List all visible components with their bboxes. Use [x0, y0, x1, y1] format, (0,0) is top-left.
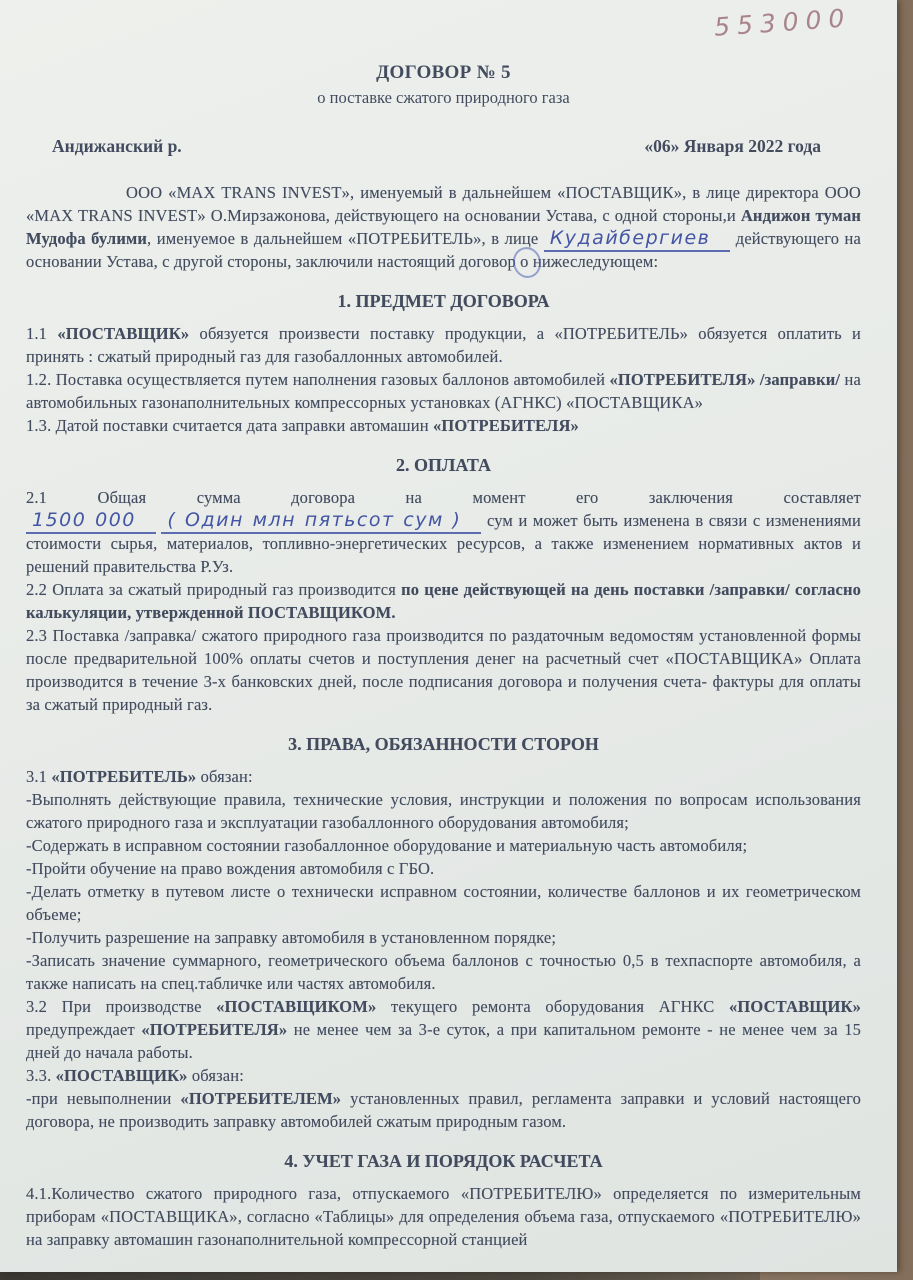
paragraph — [26, 926, 861, 949]
desk-edge-shadow — [0, 1271, 760, 1280]
text-run: «ПОСТАВЩИК» — [57, 324, 190, 343]
section-heading: 3. ПРАВА, ОБЯЗАННОСТИ СТОРОН — [288, 734, 599, 754]
text-run: 1.3. Датой поставки считается дата заправки автомашин — [26, 416, 433, 435]
text-run: -при невыполнении — [26, 1089, 181, 1108]
paragraph — [26, 765, 861, 788]
text-run: о — [520, 252, 529, 271]
paragraph — [26, 834, 861, 857]
text-run: по цене действующей на день поставки /заправки/ согласно калькуляции, утвержденной ПОСТАВЩИКОМ. — [26, 580, 861, 622]
handwritten-text: ( Один млн пятьсот сум ) — [161, 509, 481, 534]
text-run: обязуется произвести поставку продукции, а «ПОТРЕБИТЕЛЬ» обязуется оплатить и принять : сжатый природный газ для газобаллонных автомобилей. — [26, 324, 861, 366]
paragraph — [26, 1087, 861, 1133]
text-run: -Содержать в исправном состоянии газобаллонное оборудование и материальную часть автомобиля; — [26, 836, 748, 855]
text-run: /заправки/ — [759, 370, 841, 389]
paragraph — [26, 949, 861, 995]
text-run: 3.1 — [26, 767, 52, 786]
text-run: «ПОСТАВЩИК» — [729, 997, 861, 1016]
text-run: установленных правил, регламента заправки и условий настоящего договора, не производить заправку автомобилей сжатым природным газом. — [26, 1089, 861, 1131]
text-run: «ПОТРЕБИТЕЛЯ» — [141, 1020, 288, 1039]
text-run: «ПОСТАВЩИК» — [55, 1066, 188, 1085]
text-run: предупреждает — [26, 1020, 142, 1039]
section-heading: 4. УЧЕТ ГАЗА И ПОРЯДОК РАСЧЕТА — [284, 1151, 603, 1171]
text-run: -Делать отметку в путевом листе о технически исправном состоянии, количестве баллонов и их геометрическом объеме; — [26, 882, 861, 924]
text-run: обязан: — [187, 1066, 244, 1085]
section-heading: 2. ОПЛАТА — [396, 455, 491, 475]
handwritten-text: 1500 000 — [26, 509, 156, 534]
text-run: «ПОТРЕБИТЕЛЬ» — [51, 767, 197, 786]
handwritten-text: Кудайбергиев — [544, 227, 731, 252]
text-run: обязан: — [196, 767, 253, 786]
document-date: «06» Января 2022 года — [644, 136, 821, 156]
section-heading: 1. ПРЕДМЕТ ДОГОВОРА — [337, 291, 550, 311]
text-run: не менее чем за 3-е суток, а при капитальном ремонте - не менее чем за 15 дней до начала работы. — [26, 1020, 861, 1062]
paragraph — [26, 322, 861, 368]
paragraph — [26, 578, 861, 624]
text-run: -Получить разрешение на заправку автомобиля в установленном порядке; — [26, 928, 557, 947]
paragraph — [26, 995, 861, 1064]
paragraph — [26, 857, 861, 880]
paragraph — [26, 486, 861, 578]
paragraph — [26, 1064, 861, 1087]
paragraph — [26, 368, 861, 414]
text-run: 1.1 — [26, 324, 58, 343]
text-run: -Записать значение суммарного, геометрического объема баллонов с точностью 0,5 в техпаспорте автомобиля, а также написать на спец.табличке или частях автомобиля. — [26, 951, 861, 993]
document-subtitle: о поставке сжатого природного газа — [317, 88, 570, 107]
text-run: 1.2. Поставка осуществляется путем наполнения газовых баллонов автомобилей — [26, 370, 610, 389]
document-body — [26, 181, 861, 1251]
paragraph — [26, 880, 861, 926]
place-date-row — [26, 136, 861, 157]
text-run: 3.3. — [26, 1066, 56, 1085]
text-run: 2.3 Поставка /заправка/ сжатого природного газа производится по раздаточным ведомостям установленной формы после предварительной 100% оплаты счетов и поступления денег на расчетный счет «ПОСТАВЩИКА» Оплата производится в течение 3-х банковских дней, после подписания договора и получения счета- фактуры для оплаты за сжатый природный газ. — [26, 626, 861, 714]
text-run: , именуемое в дальнейшем «ПОТРЕБИТЕЛЬ», в лице — [147, 229, 544, 248]
handwritten-number-annotation: 553000 — [712, 3, 852, 42]
paragraph — [26, 414, 861, 437]
text-run: на автомобильных газонаполнительных компрессорных установках (АГНКС) «ПОСТАВЩИКА» — [26, 370, 862, 412]
text-run: 4.1.Количество сжатого природного газа, отпускаемого «ПОТРЕБИТЕЛЮ» определяется по измерительным приборам «ПОСТАВЩИКА», согласно «Таблицы» для определения объема газа, отпускаемого «ПОТРЕБИТЕЛЮ» на заправку автомашин газонаполнительной компрессорной станцией — [26, 1184, 861, 1249]
text-run: 2.1 Общая сумма договора на момент его заключения составляет — [26, 488, 861, 507]
text-run: «ПОТРЕБИТЕЛЯ» — [609, 370, 756, 389]
text-run: -Пройти обучение на право вождения автомобиля с ГБО. — [26, 859, 435, 878]
text-run: «ПОТРЕБИТЕЛЯ» — [432, 416, 579, 435]
paragraph — [26, 181, 861, 273]
text-run: 2.2 Оплата за сжатый природный газ производится — [26, 580, 402, 599]
text-run: текущего ремонта оборудования АГНКС — [376, 997, 730, 1016]
document-title: ДОГОВОР № 5 — [376, 62, 511, 83]
text-run: «ПОСТАВЩИКОМ» — [216, 997, 377, 1016]
text-run: Андижон туман Мудофа булими — [26, 206, 862, 248]
text-run: сум и может быть изменена в связи с изменениями стоимости сырья, материалов, топливно-энергетических ресурсов, а также изменением нормативных актов и решений правительства Р.Уз. — [26, 511, 861, 576]
paragraph — [26, 624, 861, 716]
text-run: действующего на основании Устава, с другой стороны, заключили настоящий договор — [26, 229, 861, 271]
paragraph — [26, 1182, 861, 1251]
text-run: «ПОТРЕБИТЕЛЕМ» — [180, 1089, 342, 1108]
text-run: 3.2 При производстве — [26, 997, 217, 1016]
text-run: ООО «MAX TRANS INVEST», именуемый в дальнейшем «ПОСТАВЩИК», в лице директора ООО «MAX TRANS INVEST» О.Мирзажонова, действующего на основании Устава, с одной стороны,и — [26, 183, 861, 225]
paragraph — [26, 788, 861, 834]
document-place: Андижанский р. — [52, 136, 182, 156]
text-run: нижеследующем: — [528, 252, 659, 271]
text-run: -Выполнять действующие правила, технические условия, инструкции и положения по вопросам использования сжатого природного газа и эксплуатации газобаллонного оборудования автомобиля; — [26, 790, 861, 832]
